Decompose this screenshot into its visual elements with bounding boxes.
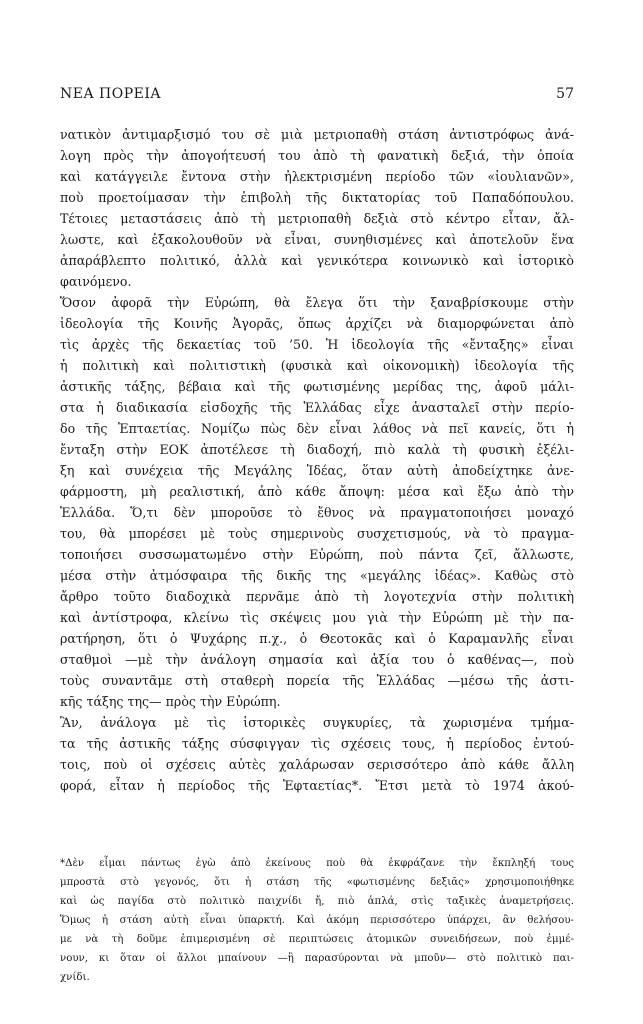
text-line: ἀπαράβλεπτο πολιτικό, ἀλλὰ καὶ γενικότερα κοινωνικὸ καὶ ἱστορικὸ bbox=[60, 253, 574, 268]
text-line: Τέτοιες μεταστάσεις ἀπὸ τὴ μετριοπαθὴ δεξιὰ στὸ κέντρο εἶταν, ἄλ- bbox=[60, 211, 574, 226]
text-line: ἀστικῆς τάξης, βέβαια καὶ τῆς φωτισμένης μερίδας της, ἀφοῦ μάλι- bbox=[60, 379, 574, 394]
text-line: ἡ πολιτικὴ καὶ πολιτιστικὴ (φυσικὰ καὶ οἰκονομικὴ) ἰδεολογία τῆς bbox=[60, 358, 574, 373]
text-line: Ἂν, ἀνάλογα μὲ τὶς ἱστορικὲς συγκυρίες, τὰ χωρισμένα τμήμα- bbox=[60, 715, 574, 730]
footnote-line: καὶ ὡς παγίδα στὸ πολιτικὸ παιχνίδι ἤ, πιὸ ἁπλά, στὶς ταξικὲς ἀναμετρήσεις. bbox=[60, 896, 574, 907]
text-line: λογη πρὸς τὴν ἀπογοήτευσή του ἀπὸ τὴ φανατικὴ δεξιά, τὴν ὁποία bbox=[60, 148, 574, 163]
footnote-line: με νὰ τὴ δοῦμε ἐπιμερισμένη σὲ περιπτώσεις ἀτομικῶν συνειδήσεων, ποὺ ἐμμέ- bbox=[60, 934, 574, 945]
text-line: τοις, ποὺ οἱ σχέσεις αὐτὲς χαλάρωσαν σερισσότερο ἀπὸ κάθε ἄλλη bbox=[60, 757, 574, 772]
text-line: λωστε, καὶ ἐξακολουθοῦν νὰ εἶναι, συνηθισμένες καὶ ἀποτελοῦν ἕνα bbox=[60, 232, 574, 247]
footnote-line: μπροστὰ στὸ γεγονός, ὅτι ἡ στάση τῆς «φωτισμένης δεξιᾶς» χρησιμοποιήθηκε bbox=[60, 877, 574, 888]
footnote bbox=[60, 854, 574, 987]
text-line: καὶ ἀντίστροφα, κλείνω τὶς σκέψεις μου γιὰ τὴν Εὐρώπη μὲ τὴν πα- bbox=[60, 610, 574, 625]
body-text bbox=[60, 124, 574, 796]
text-line: νατικὸν ἀντιμαρξισμό του σὲ μιὰ μετριοπαθὴ στάση ἀντιστρόφως ἀνά- bbox=[60, 127, 574, 142]
text-line: ἔνταξη στὴν ΕΟΚ ἀποτέλεσε τὴ διαδοχή, πιὸ καλὰ τὴ φυσικὴ ἐξέλι- bbox=[60, 442, 574, 457]
footnote-line: χνίδι. bbox=[60, 972, 90, 983]
running-title: ΝΕΑ ΠΟΡΕΙΑ bbox=[60, 86, 161, 102]
footnote-line: νουν, κι ὅταν οἱ ἄλλοι μπαίνουν —ἢ παρασύρονται νὰ μποῦν— στὸ πολιτικὸ παι- bbox=[60, 953, 574, 964]
text-line: καὶ κατάγγειλε ἔντονα στὴν ἠλεκτρισμένη περίοδο τῶν «ἰουλιανῶν», bbox=[60, 169, 574, 184]
page-number: 57 bbox=[556, 86, 574, 102]
text-line: στα ἡ διαδικασία εἰσδοχῆς τῆς Ἑλλάδας εἶχε ἀνασταλεῖ στὴν περίο- bbox=[60, 400, 574, 415]
running-head bbox=[60, 86, 574, 106]
text-line: ἰδεολογία τῆς Κοινῆς Ἀγορᾶς, ὅπως ἀρχίζει νὰ διαμορφώνεται ἀπὸ bbox=[60, 316, 574, 331]
text-line: τοποιήσει συσσωματωμένο στὴν Εὐρώπη, ποὺ πάντα ζεῖ, ἄλλωστε, bbox=[60, 547, 574, 562]
text-line: μέσα στὴν ἀτμόσφαιρα τῆς δικῆς της «μεγάλης ἰδέας». Καθὼς στὸ bbox=[60, 568, 574, 583]
text-line: φαινόμενο. bbox=[60, 274, 132, 289]
text-line: φορά, εἶταν ἡ περίοδος τῆς Ἑφταετίας*. Ἔτσι μετὰ τὸ 1974 ἀκού- bbox=[60, 778, 574, 793]
text-line: Ἑλλάδα. Ὅ,τι δὲν μποροῦσε τὸ ἔθνος νὰ πραγματοποιήσει μοναχό bbox=[60, 505, 574, 520]
text-line: ἄρθρο τοῦτο διαδοχικὰ περνᾶμε ἀπὸ τὴ λογοτεχνία στὴν πολιτικὴ bbox=[60, 589, 574, 604]
text-line: Ὅσον ἀφορᾶ τὴν Εὐρώπη, θὰ ἔλεγα ὅτι τὴν ξαναβρίσκουμε στὴν bbox=[60, 295, 574, 310]
text-line: του, θὰ μπορέσει μὲ τοὺς σημερινοὺς συσχετισμούς, νὰ τὸ πραγμα- bbox=[60, 526, 574, 541]
text-line: ξη καὶ συνέχεια τῆς Μεγάλης Ἰδέας, ὅταν αὐτὴ ἀποδείχτηκε ἀνε- bbox=[60, 463, 574, 478]
text-line: τα τῆς ἀστικῆς τάξης σύσφιγγαν τὶς σχέσεις τους, ἡ περίοδος ἐντού- bbox=[60, 736, 574, 751]
text-line: ρατήρηση, ὅτι ὁ Ψυχάρης π.χ., ὁ Θεοτοκᾶς καὶ ὁ Καραμανλῆς εἶναι bbox=[60, 631, 574, 646]
text-line: τὶς ἀρχὲς τῆς δεκαετίας τοῦ ’50. Ἡ ἰδεολογία τῆς «ἔνταξης» εἶναι bbox=[60, 337, 574, 352]
text-line: ποὺ προετοίμασαν τὴν ἐπιβολὴ τῆς δικτατορίας τοῦ Παπαδόπουλου. bbox=[60, 190, 574, 205]
footnote-line: *Δὲν εἶμαι πάντως ἐγὼ ἀπὸ ἐκείνους ποὺ θὰ ἐκφράζανε τὴν ἔκπληξή τους bbox=[60, 858, 574, 869]
text-line: δο τῆς Ἑπταετίας. Νομίζω πὼς δὲν εἶναι λάθος νὰ πεῖ κανείς, ὅτι ἡ bbox=[60, 421, 574, 436]
footnote-line: Ὅμως ἡ στάση αὐτὴ εἶναι ὑπαρκτή. Καὶ ἀκόμη περισσότερο ὑπάρχει, ἂν θελήσου- bbox=[60, 915, 574, 926]
text-line: φάρμοστη, μὴ ρεαλιστική, ἀπὸ κάθε ἄποψη: μέσα καὶ ἔξω ἀπὸ τὴν bbox=[60, 484, 574, 499]
text-line: κῆς τάξης της— πρὸς τὴν Εὐρώπη. bbox=[60, 694, 281, 709]
text-line: σταθμοὶ —μὲ τὴν ἀνάλογη σημασία καὶ ἀξία του ὁ καθένας—, ποὺ bbox=[60, 652, 574, 667]
text-line: τοὺς συναντᾶμε στὴ σταθερὴ πορεία τῆς Ἑλλάδας —μέσω τῆς ἀστι- bbox=[60, 673, 574, 688]
